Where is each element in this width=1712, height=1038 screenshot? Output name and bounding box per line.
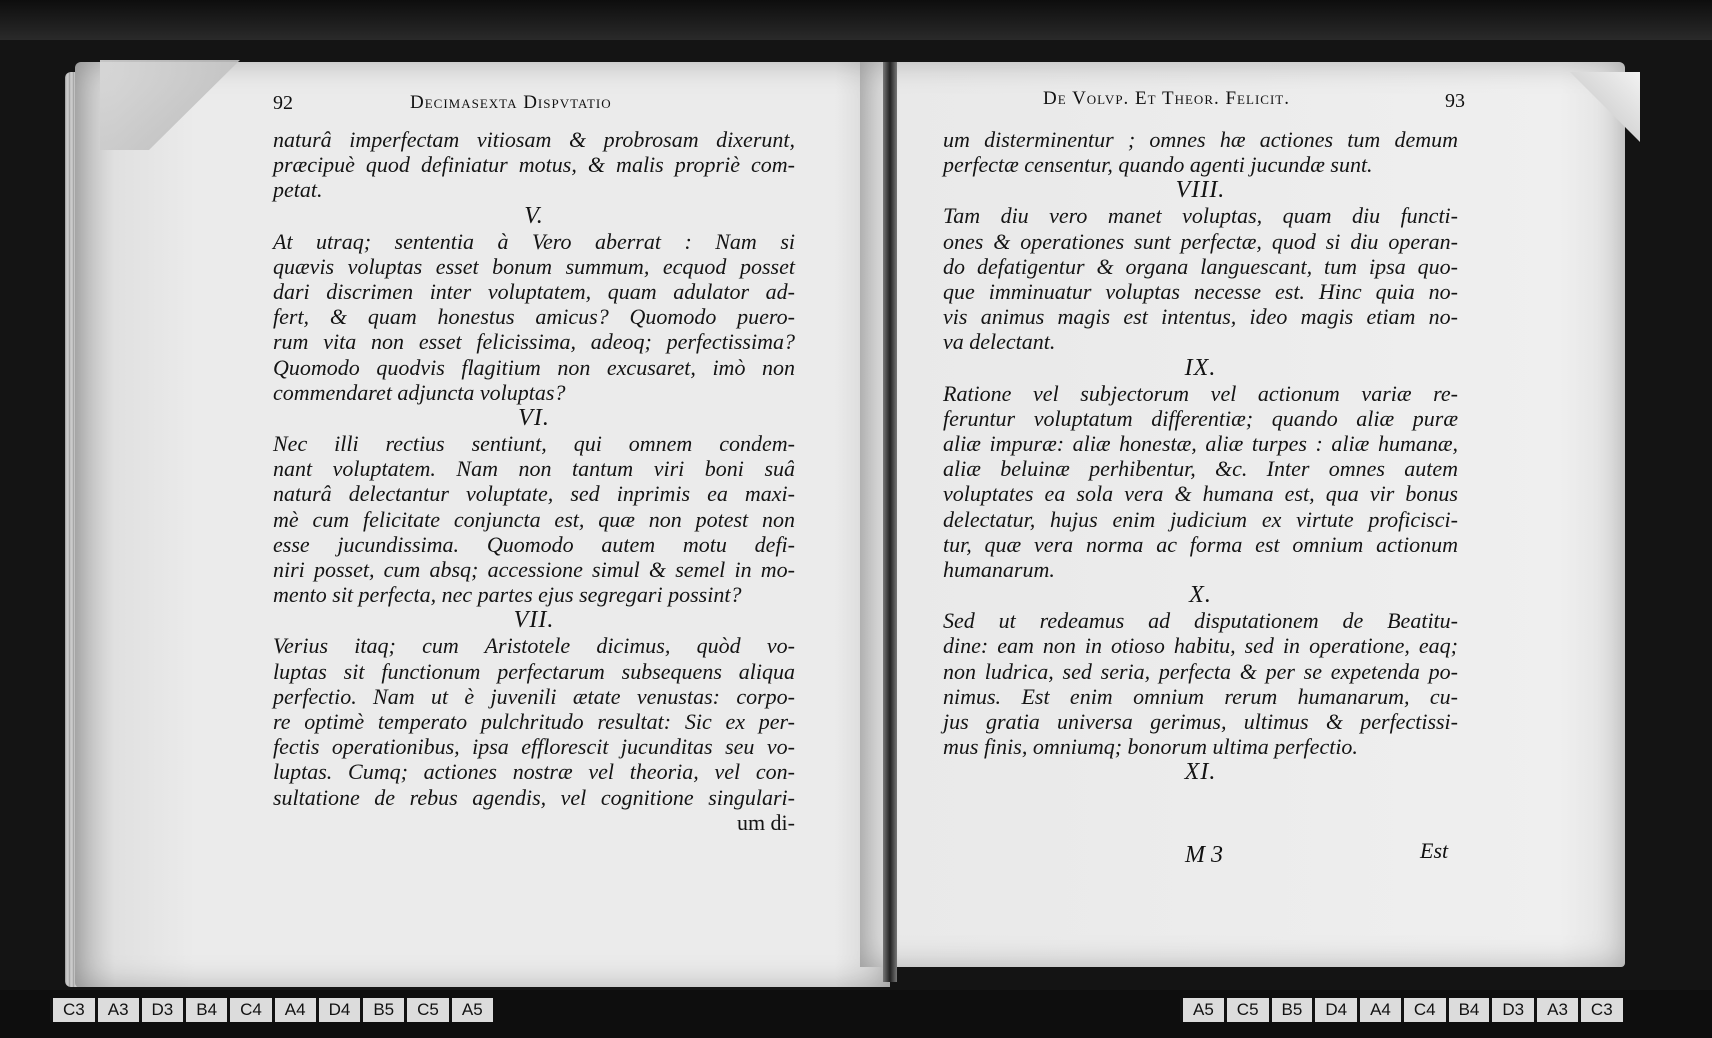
- section-number: VII.: [513, 607, 555, 634]
- text-line: jus gratia universa gerimus, ultimus & perfectissi-: [943, 709, 1458, 735]
- book-gutter: [883, 62, 897, 982]
- text-line: feruntur voluptatum differentiæ; quando aliæ puræ: [943, 405, 1458, 431]
- text-line: va delectant.: [943, 329, 1056, 355]
- text-line: dine: eam non in otioso habitu, sed in operatione, eaq;: [943, 633, 1458, 659]
- text-line: mus finis, omniumq; bonorum ultima perfectio.: [943, 734, 1358, 760]
- text-line: nimus. Est enim omnium rerum humanarum, cu-: [943, 683, 1458, 709]
- text-line: sultatione de rebus agendis, vel cognitione singulari-: [273, 784, 795, 810]
- text-line: mento sit perfecta, nec partes ejus segregari possint?: [273, 582, 742, 608]
- text-line: delectatur, hujus enim judicium ex virtute proficisci-: [943, 506, 1458, 532]
- catchword: Est: [1420, 838, 1449, 863]
- signature-mark: M 3: [1185, 842, 1223, 868]
- text-line: rum vita non esset felicissima, adeoq; perfectissima?: [273, 329, 795, 355]
- text-line: tur, quæ vera norma ac forma est omnium actionum: [943, 531, 1458, 557]
- film-strip-label: A3: [1534, 998, 1578, 1022]
- text-line: um disterminentur ; omnes hæ actiones tum demum: [943, 127, 1458, 152]
- text-line: naturâ imperfectam vitiosam & probrosam dixerunt,: [273, 127, 795, 152]
- text-line: Quomodo quodvis flagitium non excusaret, imò non: [273, 354, 795, 380]
- text-line: non ludrica, sed seria, perfecta & per se expetenda po-: [943, 658, 1458, 684]
- film-strip-label: B5: [360, 998, 404, 1022]
- film-strip-label: C4: [227, 998, 272, 1022]
- film-strip-label: A3: [95, 998, 139, 1022]
- text-line: fectis operationibus, ipsa efflorescit jucunditas seu vo-: [273, 734, 795, 760]
- left-running-head: Decimasexta Dispvtatio: [410, 92, 612, 113]
- text-line: nant voluptatem. Nam non tantum viri boni suâ: [273, 456, 795, 482]
- film-strip-label: B5: [1269, 998, 1313, 1022]
- section-number: V.: [524, 202, 544, 229]
- text-line: quævis voluptas esset bonum summum, ecquod posset: [273, 253, 795, 279]
- text-line: niri posset, cum absq; accessione simul & semel in mo-: [273, 557, 795, 583]
- film-strip-label: D4: [1312, 998, 1357, 1022]
- text-line: commendaret adjuncta voluptas?: [273, 379, 566, 405]
- film-strip-label: C3: [50, 998, 95, 1022]
- film-strip-right: [1180, 998, 1623, 1024]
- text-line: voluptates ea sola vera & humana est, qua vir bonus: [943, 481, 1458, 507]
- film-strip-label: A4: [272, 998, 316, 1022]
- film-strip-label: B4: [1446, 998, 1490, 1022]
- text-line: petat.: [273, 177, 323, 203]
- text-line: perfectæ censentur, quando agenti jucundæ sunt.: [943, 152, 1373, 178]
- text-line: Tam diu vero manet voluptas, quam diu functi-: [943, 203, 1458, 229]
- section-number: IX.: [1184, 354, 1217, 381]
- text-line: esse jucundissima. Quomodo autem motu defi-: [273, 531, 795, 557]
- film-strip-label: D4: [316, 998, 361, 1022]
- text-line: perfectio. Nam ut è juvenili ætate venustas: corpo-: [273, 683, 795, 709]
- text-line: aliæ beluinæ perhibentur, &c. Inter omnes autem: [943, 456, 1458, 482]
- film-strip-label: A5: [1180, 998, 1224, 1022]
- text-line: re optimè temperato pulchritudo resultat: Sic ex per-: [273, 709, 795, 735]
- film-strip-label: B4: [183, 998, 227, 1022]
- film-strip-label: D3: [1489, 998, 1534, 1022]
- text-line: naturâ delectantur voluptate, sed inprimis ea maxi-: [273, 481, 795, 507]
- text-line: præcipuè quod definiatur motus, & malis propriè com-: [273, 152, 795, 178]
- film-strip-label: C3: [1578, 998, 1623, 1022]
- text-line: aliæ impuræ: aliæ honestæ, aliæ turpes : aliæ humanæ,: [943, 431, 1458, 457]
- text-line: fert, & quam honestus amicus? Quomodo puero-: [273, 304, 795, 330]
- text-line: luptas. Cumq; actiones nostræ vel theoria, vel con-: [273, 759, 795, 785]
- text-line: que imminuatur voluptas necesse est. Hinc quia no-: [943, 279, 1458, 305]
- text-line: do defatigentur & organa languescant, tum ipsa quo-: [943, 253, 1458, 279]
- text-line: ones & operationes sunt perfectæ, quod si diu operan-: [943, 228, 1458, 254]
- text-line: um di-: [736, 809, 795, 835]
- section-number: VI.: [518, 405, 550, 432]
- section-number: VIII.: [1175, 177, 1226, 204]
- left-page-number: 92: [273, 92, 293, 114]
- film-strip-label: C5: [404, 998, 449, 1022]
- section-number: XI.: [1184, 759, 1217, 786]
- film-strip-left: [50, 998, 493, 1024]
- right-running-head: De Volvp. Et Theor. Felicit.: [1043, 88, 1290, 109]
- film-strip-label: A4: [1357, 998, 1401, 1022]
- section-number: X.: [1189, 582, 1212, 609]
- text-line: Verius itaq; cum Aristotele dicimus, quòd vo-: [273, 633, 795, 659]
- text-line: Ratione vel subjectorum vel actionum variæ re-: [943, 380, 1458, 406]
- text-line: Sed ut redeamus ad disputationem de Beatitu-: [943, 608, 1458, 634]
- film-strip-label: C4: [1401, 998, 1446, 1022]
- text-line: vis animus magis est intentus, ideo magis etiam no-: [943, 304, 1458, 330]
- film-strip-label: C5: [1224, 998, 1269, 1022]
- film-strip-label: D3: [139, 998, 184, 1022]
- text-line: At utraq; sententia à Vero aberrat : Nam si: [273, 228, 795, 254]
- right-page-text: [943, 127, 1458, 785]
- text-line: mè cum felicitate conjuncta est, quæ non potest non: [273, 506, 795, 532]
- left-page-text: [273, 127, 795, 835]
- text-line: Nec illi rectius sentiunt, qui omnem condem-: [273, 431, 795, 457]
- right-page-number: 93: [1445, 90, 1465, 112]
- text-line: dari discrimen inter voluptatem, quam adulator ad-: [273, 279, 795, 305]
- text-line: humanarum.: [943, 557, 1055, 583]
- film-strip-label: A5: [449, 998, 493, 1022]
- text-line: luptas sit functionum perfectarum subsequens aliqua: [273, 658, 795, 684]
